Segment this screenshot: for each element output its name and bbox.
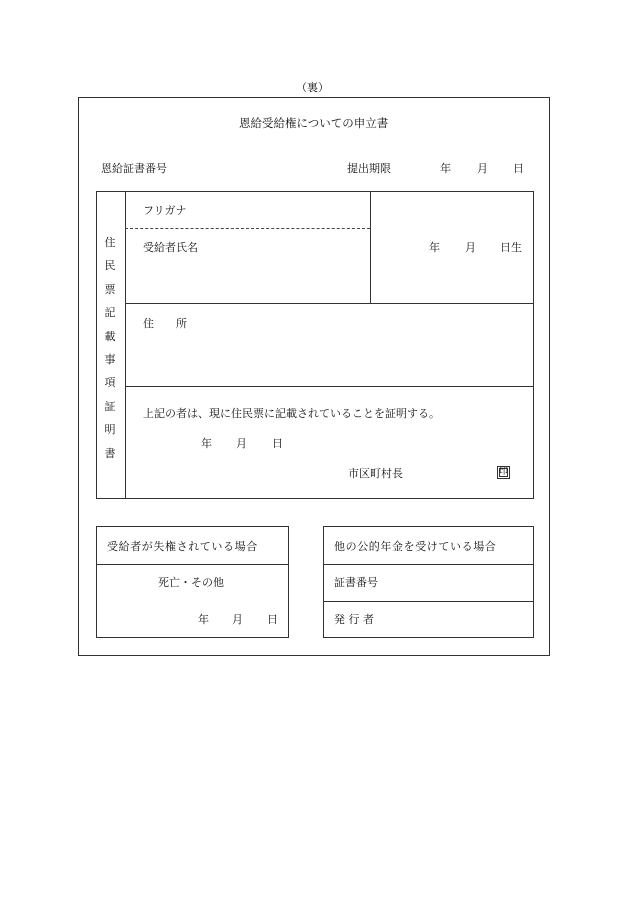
certification-statement: 上記の者は、現に住民票に記載されていることを証明する。 (143, 407, 440, 420)
side-label-char: 記 (104, 306, 116, 320)
side-label-char: 票 (104, 282, 116, 296)
lapse-day-label: 日 (267, 613, 278, 626)
name-address-divider (125, 303, 534, 304)
statement-year-label: 年 (201, 437, 212, 450)
furigana-divider (125, 228, 370, 229)
address-label: 住 所 (143, 317, 187, 330)
pension-header-divider (323, 564, 534, 565)
side-label-char: 証 (104, 399, 116, 413)
recipient-name-label: 受給者氏名 (143, 241, 198, 254)
birth-day-label: 日生 (500, 241, 522, 254)
deadline-label: 提出期限 (347, 162, 391, 175)
deadline-year-label: 年 (440, 162, 451, 175)
lapse-header-divider (96, 564, 289, 565)
pension-cert-number-label: 証書番号 (334, 576, 378, 589)
resident-side-label (97, 231, 123, 465)
furigana-label: フリガナ (143, 204, 187, 217)
birth-year-label: 年 (429, 241, 440, 254)
side-column-divider (125, 191, 126, 499)
resident-certification-box (96, 191, 534, 499)
statement-day-label: 日 (272, 437, 283, 450)
seal-char: 印 (498, 467, 508, 477)
mayor-label: 市区町村長 (348, 467, 403, 480)
statement-month-label: 月 (236, 437, 247, 450)
side-label-char: 書 (104, 446, 116, 460)
address-statement-divider (125, 386, 534, 387)
deadline-month-label: 月 (477, 162, 488, 175)
pension-issuer-label: 発 行 者 (334, 613, 374, 626)
form-title: 恩給受給権についての申立書 (239, 116, 389, 130)
birthdate-column-divider (370, 191, 371, 303)
lapse-box-title: 受給者が失権されている場合 (107, 540, 258, 553)
pension-row-divider (323, 601, 534, 602)
other-pension-box-title: 他の公的年金を受けている場合 (334, 540, 497, 553)
side-label-char: 載 (104, 329, 116, 343)
cert-number-label: 恩給証書番号 (101, 162, 167, 175)
lapse-month-label: 月 (232, 613, 243, 626)
lapse-reason-label: 死亡・その他 (158, 576, 224, 589)
side-label-char: 項 (104, 376, 116, 390)
page-side-marker: （裏） (296, 81, 329, 94)
birth-month-label: 月 (465, 241, 476, 254)
seal-mark (497, 466, 510, 479)
deadline-day-label: 日 (513, 162, 524, 175)
side-label-char: 事 (104, 352, 116, 366)
side-label-char: 民 (104, 259, 116, 273)
side-label-char: 明 (104, 423, 116, 437)
lapse-year-label: 年 (198, 613, 209, 626)
side-label-char: 住 (104, 236, 116, 249)
